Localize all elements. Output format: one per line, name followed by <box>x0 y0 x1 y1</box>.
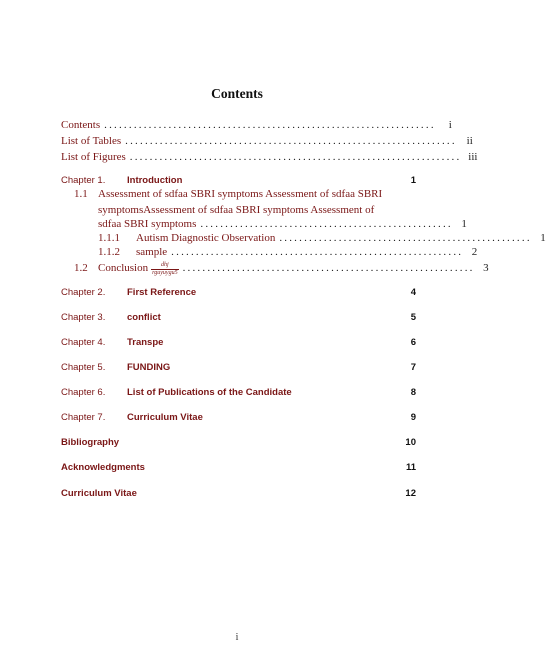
dot-leader: ................................................... <box>279 232 532 244</box>
toc-section-1-2[interactable] <box>98 262 489 277</box>
subsection-number: 1.1.2 <box>98 246 120 258</box>
dot-leader: ................................................................... <box>129 151 462 163</box>
chapter-number: Chapter 1. <box>61 175 106 186</box>
chapter-page: 5 <box>410 312 416 323</box>
subsection-title: sample <box>136 246 168 258</box>
toc-section-1-1-1[interactable] <box>136 232 546 245</box>
chapter-number: Chapter 5. <box>61 362 106 373</box>
chapter-page: 6 <box>410 337 416 348</box>
section-page: 1 <box>461 218 467 230</box>
toc-curriculum-vitae[interactable] <box>61 487 416 500</box>
chapter-title: First Reference <box>127 287 197 298</box>
chapter-title: FUNDING <box>127 362 171 373</box>
dot-leader: ................................................................... <box>125 135 457 147</box>
toc-entry-contents[interactable] <box>61 119 452 132</box>
chapter-title: Curriculum Vitae <box>127 412 203 423</box>
fraction-numerator: dhj <box>151 262 178 270</box>
toc-chapter-6[interactable] <box>61 386 416 399</box>
toc-chapter-7[interactable] <box>61 411 416 424</box>
section-title-line: Assessment of sdfaa SBRI symptoms Assessment of sdfaa SBRI <box>98 188 383 200</box>
section-title-line: symptomsAssessment of sdfaa SBRI symptoms Assessment of <box>98 204 375 216</box>
toc-entry-list-of-figures[interactable] <box>61 151 478 164</box>
page-title: Contents <box>211 86 263 101</box>
chapter-number: Chapter 2. <box>61 287 106 298</box>
toc-section-1-1-2[interactable] <box>136 246 478 259</box>
fraction <box>151 262 178 277</box>
toc-chapter-3[interactable] <box>61 311 416 324</box>
toc-chapter-2[interactable] <box>61 286 416 299</box>
backmatter-page: 10 <box>405 437 416 448</box>
dot-leader: ........................................................... <box>171 246 464 258</box>
chapter-page: 7 <box>410 362 416 373</box>
toc-chapter-4[interactable] <box>61 336 416 349</box>
backmatter-title: Bibliography <box>61 437 120 448</box>
toc-acknowledgments[interactable] <box>61 461 416 474</box>
toc-section-1-1-last-line[interactable] <box>98 218 467 231</box>
backmatter-title: Acknowledgments <box>61 462 145 473</box>
page-number: i <box>235 632 239 643</box>
subsection-page: 1 <box>540 232 546 244</box>
toc-chapter-5[interactable] <box>61 361 416 374</box>
chapter-number: Chapter 3. <box>61 312 106 323</box>
toc-entry-list-of-tables[interactable] <box>61 135 473 148</box>
subsection-title: Autism Diagnostic Observation <box>136 232 276 244</box>
dot-leader: ................................................... <box>200 218 453 230</box>
toc-section-1-1[interactable] <box>98 186 398 218</box>
chapter-page: 1 <box>410 175 416 186</box>
toc-entry-label: List of Figures <box>61 151 126 163</box>
section-page: 3 <box>483 262 489 274</box>
subsection-page: 2 <box>471 246 478 258</box>
toc-entry-label: Contents <box>61 119 101 131</box>
toc-entry-page: i <box>448 119 452 131</box>
section-number: 1.2 <box>74 262 88 274</box>
chapter-title: Transpe <box>127 337 164 348</box>
chapter-title: Introduction <box>127 175 183 186</box>
section-title-text: Conclusion <box>98 262 149 274</box>
toc-entry-page: iii <box>468 151 478 163</box>
backmatter-page: 12 <box>405 488 416 499</box>
toc-entry-page: ii <box>466 135 473 147</box>
chapter-page: 4 <box>410 287 416 298</box>
backmatter-page: 11 <box>405 462 416 473</box>
section-title <box>98 262 179 277</box>
chapter-page: 8 <box>410 387 416 398</box>
toc-entry-label: List of Tables <box>61 135 122 147</box>
chapter-number: Chapter 4. <box>61 337 106 348</box>
chapter-number: Chapter 7. <box>61 412 106 423</box>
dot-leader: ................................................................... <box>104 119 436 131</box>
toc-bibliography[interactable] <box>61 436 416 449</box>
dot-leader: ........................................................... <box>182 262 475 274</box>
chapter-title: conflict <box>127 312 161 323</box>
section-number: 1.1 <box>74 188 88 200</box>
chapter-title: List of Publications of the Candidate <box>127 387 292 398</box>
section-title-line: sdfaa SBRI symptoms <box>98 218 197 230</box>
subsection-number: 1.1.1 <box>98 232 120 244</box>
fraction-denominator: rguyuygu5 <box>152 270 178 276</box>
backmatter-title: Curriculum Vitae <box>61 488 137 499</box>
chapter-number: Chapter 6. <box>61 387 106 398</box>
chapter-page: 9 <box>410 412 416 423</box>
